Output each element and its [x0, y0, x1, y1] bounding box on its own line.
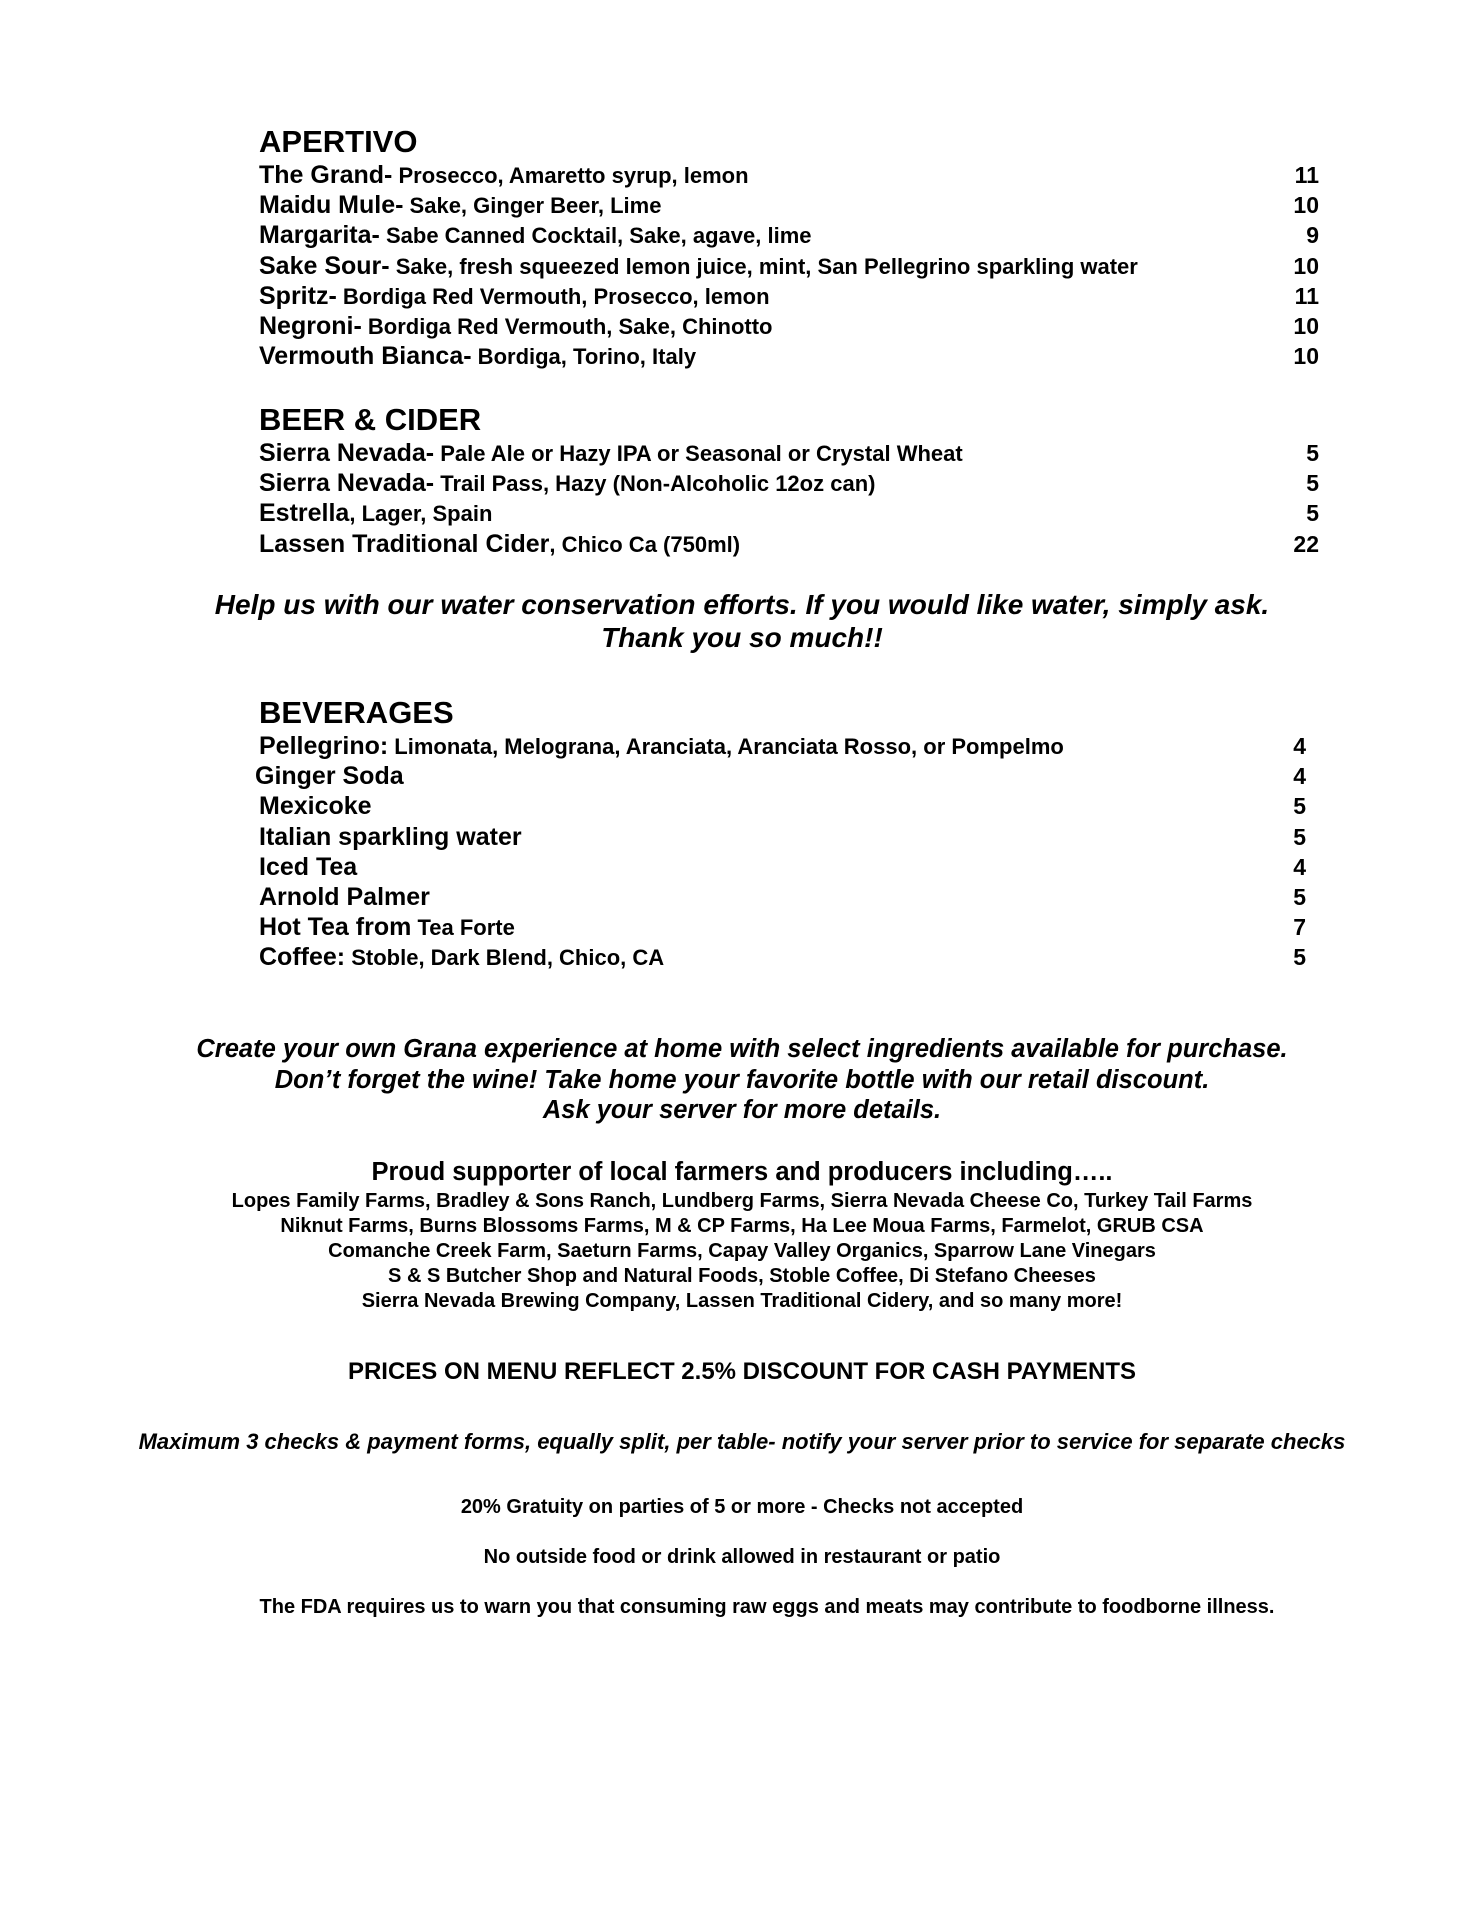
- menu-item-name: Spritz-: [259, 281, 337, 310]
- menu-item-description: Pale Ale or Hazy IPA or Seasonal or Crystal Wheat: [434, 441, 963, 466]
- suppliers-heading: Proud supporter of local farmers and producers including…..: [371, 1158, 1113, 1186]
- menu-item-price: 9: [1306, 222, 1319, 249]
- menu-item-price: 4: [1293, 763, 1306, 790]
- grana-note-line1: Create your own Grana experience at home with select ingredients available for purchase.: [196, 1035, 1288, 1063]
- menu-item-name: Maidu Mule-: [259, 191, 404, 220]
- menu-item-description: , Chico Ca (750ml): [549, 531, 741, 557]
- menu-item-price: 10: [1293, 252, 1319, 279]
- menu-item: [259, 912, 1319, 942]
- menu-item-price: 11: [1294, 162, 1319, 188]
- beer-cider-section: [259, 402, 1319, 559]
- menu-item: [259, 822, 1319, 852]
- menu-item-price: 5: [1306, 440, 1319, 466]
- menu-item-name: Vermouth Bianca-: [259, 342, 472, 371]
- menu-item-price: 10: [1293, 343, 1319, 370]
- menu-item: [259, 852, 1319, 882]
- grana-note: [0, 1034, 1484, 1126]
- supplier-line: S & S Butcher Shop and Natural Foods, Stoble Coffee, Di Stefano Cheeses: [388, 1265, 1096, 1287]
- water-note-line2: Thank you so much!!: [601, 622, 883, 653]
- menu-item-description: Trail Pass, Hazy (Non-Alcoholic 12oz can): [434, 471, 876, 497]
- menu-item-name: Sake Sour-: [259, 251, 390, 280]
- menu-item-name: Lassen Traditional Cider: [259, 529, 550, 558]
- menu-item-name: Estrella: [259, 499, 350, 528]
- menu-item-description: Bordiga Red Vermouth, Prosecco, lemon: [336, 283, 770, 309]
- menu-item-description: Stoble, Dark Blend, Chico, CA: [345, 945, 665, 971]
- menu-item-name: Sierra Nevada-: [259, 469, 435, 498]
- supplier-line: Comanche Creek Farm, Saeturn Farms, Capay Valley Organics, Sparrow Lane Vinegars: [328, 1240, 1156, 1262]
- menu-item: [259, 220, 1319, 250]
- menu-item: [259, 882, 1319, 912]
- menu-item: [259, 438, 1319, 468]
- fda-warning: The FDA requires us to warn you that consuming raw eggs and meats may contribute to foodborne illness.: [259, 1596, 1275, 1618]
- menu-item-name: Margarita-: [259, 221, 380, 250]
- menu-item: [259, 190, 1319, 220]
- menu-item-price: 5: [1293, 883, 1306, 910]
- menu-item-price: 5: [1293, 793, 1306, 820]
- menu-item-price: 7: [1293, 914, 1306, 941]
- menu-item-description: Bordiga, Torino, Italy: [471, 344, 697, 370]
- menu-item: [259, 160, 1319, 190]
- supplier-line: Niknut Farms, Burns Blossoms Farms, M & CP Farms, Ha Lee Moua Farms, Farmelot, GRUB CSA: [280, 1215, 1204, 1237]
- menu-item-name: Pellegrino:: [259, 732, 389, 760]
- cash-discount-notice: PRICES ON MENU REFLECT 2.5% DISCOUNT FOR CASH PAYMENTS: [347, 1358, 1137, 1385]
- apertivo-title: APERTIVO: [259, 124, 418, 159]
- menu-item-description: , Lager, Spain: [349, 501, 493, 527]
- menu-item-name: Mexicoke: [259, 792, 372, 821]
- menu-item-price: 11: [1294, 282, 1319, 309]
- menu-item: [259, 529, 1319, 559]
- outside-food-policy: No outside food or drink allowed in restaurant or patio: [483, 1546, 1001, 1568]
- menu-item-price: 10: [1293, 312, 1319, 339]
- menu-item-price: 5: [1293, 944, 1306, 971]
- menu-item-name: Hot Tea from: [259, 913, 412, 942]
- menu-item: [259, 791, 1319, 821]
- menu-item-name: Coffee:: [259, 943, 346, 972]
- menu-item-description: Prosecco, Amaretto syrup, lemon: [392, 163, 749, 188]
- menu-item-price: 22: [1293, 530, 1319, 557]
- menu-item-price: 10: [1293, 192, 1319, 219]
- menu-item-name: Negroni-: [259, 311, 362, 340]
- menu-item-description: Sake, Ginger Beer, Lime: [403, 193, 662, 219]
- menu-item: [259, 281, 1319, 311]
- menu-item-name: The Grand-: [259, 161, 393, 189]
- menu-item-description: Sake, fresh squeezed lemon juice, mint, San Pellegrino sparkling water: [389, 253, 1138, 279]
- suppliers-block: [0, 1155, 1484, 1314]
- menu-item: [259, 311, 1319, 341]
- menu-item: [259, 942, 1319, 972]
- beverages-list: [255, 731, 1319, 973]
- menu-item-name: Italian sparkling water: [259, 822, 522, 851]
- menu-item: [259, 251, 1319, 281]
- menu-item-name: Ginger Soda: [255, 762, 404, 791]
- menu-item: [259, 341, 1319, 371]
- menu-item: [259, 468, 1319, 498]
- apertivo-list: [259, 160, 1319, 371]
- menu-item-description: Bordiga Red Vermouth, Sake, Chinotto: [361, 313, 773, 339]
- supplier-line: Sierra Nevada Brewing Company, Lassen Traditional Cidery, and so many more!: [361, 1290, 1123, 1312]
- grana-note-line3: Ask your server for more details.: [542, 1096, 942, 1124]
- menu-item: [259, 731, 1319, 761]
- menu-item-description: Sabe Canned Cocktail, Sake, agave, lime: [379, 223, 812, 249]
- menu-item-price: 5: [1306, 500, 1319, 527]
- checks-policy: Maximum 3 checks & payment forms, equally split, per table- notify your server prior to service for separate checks: [138, 1429, 1346, 1454]
- apertivo-section: [259, 124, 1319, 371]
- water-note-line1: Help us with our water conservation efforts. If you would like water, simply ask.: [214, 589, 1270, 620]
- water-note: [0, 588, 1484, 654]
- menu-item-description: Tea Forte: [411, 915, 515, 941]
- menu-item-name: Arnold Palmer: [259, 882, 430, 911]
- grana-note-line2: Don’t forget the wine! Take home your favorite bottle with our retail discount.: [274, 1065, 1210, 1094]
- menu-item-price: 5: [1306, 470, 1319, 497]
- menu-item-price: 4: [1293, 733, 1306, 759]
- beverages-section: [255, 695, 1319, 973]
- beer-cider-list: [259, 438, 1319, 559]
- menu-item-description: Limonata, Melograna, Aranciata, Aranciata Rosso, or Pompelmo: [388, 734, 1064, 759]
- menu-item-price: 4: [1293, 853, 1306, 880]
- menu-item-name: Iced Tea: [259, 852, 358, 881]
- menu-item: [255, 761, 1319, 791]
- menu-item-price: 5: [1293, 823, 1306, 850]
- beverages-title: BEVERAGES: [259, 695, 454, 730]
- beer-cider-title: BEER & CIDER: [259, 402, 482, 437]
- supplier-line: Lopes Family Farms, Bradley & Sons Ranch, Lundberg Farms, Sierra Nevada Cheese Co, Turkey Tail Farms: [231, 1190, 1253, 1212]
- menu-item: [259, 498, 1319, 528]
- menu-item-name: Sierra Nevada-: [259, 439, 435, 467]
- gratuity-policy: 20% Gratuity on parties of 5 or more - Checks not accepted: [460, 1496, 1024, 1518]
